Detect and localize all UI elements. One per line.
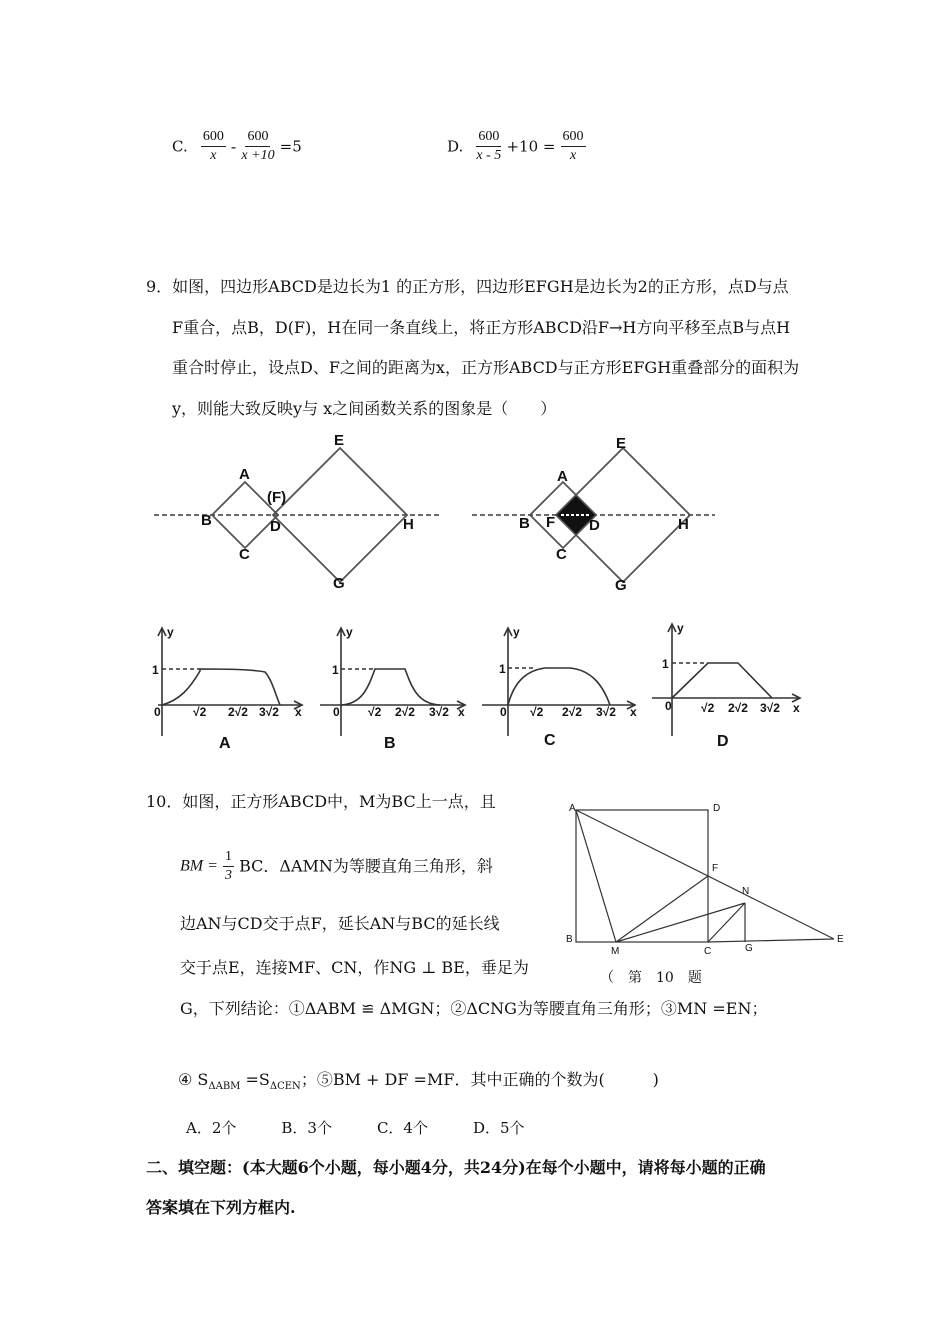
q9-line-4: y，则能大致反映y与 x之间函数关系的图象是（ ）: [172, 399, 557, 418]
q8-option-c: [172, 128, 302, 165]
axis-y: y: [677, 621, 684, 635]
axis-x: x: [793, 701, 800, 715]
q10-line-6: [178, 1068, 659, 1099]
q10-figure: [560, 790, 850, 990]
tick-1: 1: [332, 663, 339, 677]
text: BC．ΔAMN为等腰直角三角形，斜: [239, 856, 493, 876]
label-H: H: [403, 516, 414, 533]
q10-options: A．2个 B．3个 C．4个 D．5个: [186, 1119, 525, 1137]
section2-line-2: 答案填在下列方框内.: [146, 1198, 296, 1217]
tick-sqrt2: √2: [530, 705, 544, 719]
label-E: E: [616, 435, 627, 452]
tick-3sqrt2: 3√2: [596, 705, 616, 719]
tick-2sqrt2: 2√2: [728, 701, 748, 715]
q10-line-1: 10．如图，正方形ABCD中，M为BC上一点，且: [146, 792, 496, 811]
graph-label-D: D: [717, 733, 729, 750]
origin: 0: [500, 705, 507, 719]
tick-3sqrt2: 3√2: [429, 705, 449, 719]
label-B: B: [519, 515, 530, 532]
label-G: G: [615, 577, 627, 594]
tick-sqrt2: √2: [193, 705, 207, 719]
label-B: B: [201, 512, 212, 529]
label-A: A: [569, 803, 576, 814]
label-D: D: [589, 517, 600, 534]
label-B: B: [566, 934, 573, 945]
numerator: 600: [561, 128, 586, 147]
origin: 0: [665, 699, 672, 713]
tick-2sqrt2: 2√2: [562, 705, 582, 719]
tick-2sqrt2: 2√2: [228, 705, 248, 719]
tick-sqrt2: √2: [701, 701, 715, 715]
rhs: =5: [279, 137, 302, 156]
denominator: 3: [225, 868, 232, 883]
fraction: [561, 128, 586, 165]
label-G: G: [333, 575, 345, 592]
tick-3sqrt2: 3√2: [259, 705, 279, 719]
option-label: C.: [172, 137, 188, 156]
graph-label-C: C: [544, 732, 556, 749]
origin: 0: [333, 705, 340, 719]
denominator: x: [569, 148, 577, 163]
q9-line-3: 重合时停止，设点D、F之间的距离为x，正方形ABCD与正方形EFGH重叠部分的面积为: [172, 358, 800, 377]
option-label: D.: [447, 137, 464, 156]
label-M: M: [611, 946, 620, 957]
tick-1: 1: [499, 662, 506, 676]
label-F: (F): [267, 489, 287, 506]
axis-y: y: [513, 625, 520, 639]
numerator: 600: [201, 128, 226, 147]
text: ；⑤BM + DF =MF．其中正确的个数为( ): [300, 1070, 659, 1089]
label-C: C: [556, 546, 567, 563]
axis-y: y: [167, 625, 174, 639]
q10-line-2: [180, 848, 493, 885]
denominator: x - 5: [476, 148, 502, 163]
label-D: D: [270, 518, 281, 535]
q9-line-1: 9．如图，四边形ABCD是边长为1 的正方形，四边形EFGH是边长为2的正方形，点D与点: [146, 277, 789, 296]
denominator: x +10: [241, 148, 275, 163]
label-N: N: [742, 886, 750, 897]
label-A: A: [239, 466, 250, 483]
section2-line-1: 二、填空题：(本大题6个小题，每小题4分，共24分)在每个小题中，请将每小题的正确: [146, 1158, 766, 1177]
figure-caption: （ 第 10 题: [600, 970, 702, 986]
numerator: 600: [476, 128, 501, 147]
q8-option-d: [447, 128, 586, 165]
label-C: C: [704, 946, 712, 957]
label-G: G: [745, 943, 753, 954]
denominator: x: [210, 148, 217, 163]
text: =S: [240, 1070, 270, 1089]
label-H: H: [678, 516, 689, 533]
operator: +10 =: [506, 137, 556, 156]
fraction: [223, 848, 234, 885]
label-C: C: [239, 546, 250, 563]
label-F: F: [546, 514, 556, 531]
graph-label-A: A: [219, 735, 231, 752]
tick-1: 1: [152, 663, 159, 677]
label-E: E: [334, 432, 345, 449]
subscript: ΔCEN: [269, 1081, 301, 1093]
q10-line-3: 边AN与CD交于点F，延长AN与BC的延长线: [180, 914, 500, 933]
tick-sqrt2: √2: [368, 705, 382, 719]
q10-line-5: G，下列结论：①ΔABM ≌ ΔMGN；②ΔCNG为等腰直角三角形；③MN =EN；: [180, 999, 768, 1018]
numerator: 1: [223, 848, 234, 867]
numerator: 600: [245, 128, 270, 147]
label-E: E: [837, 934, 844, 945]
axis-x: x: [295, 705, 302, 719]
text: ④ S: [178, 1070, 209, 1089]
fraction: [201, 128, 226, 165]
q10-line-4: 交于点E，连接MF、CN，作NG ⊥ BE，垂足为: [180, 958, 529, 977]
text: BM =: [180, 857, 218, 875]
axis-x: x: [630, 705, 637, 719]
label-F: F: [712, 863, 719, 874]
q9-figure-squares: [140, 430, 740, 600]
axis-x: x: [458, 705, 465, 719]
q9-graph-options: [140, 618, 820, 753]
label-A: A: [557, 468, 568, 485]
fraction: [241, 128, 274, 165]
operator: -: [230, 137, 237, 156]
fraction: [476, 128, 501, 165]
axis-y: y: [346, 625, 353, 639]
graph-label-B: B: [384, 735, 396, 752]
tick-1: 1: [662, 657, 669, 671]
label-D: D: [713, 803, 721, 814]
tick-2sqrt2: 2√2: [395, 705, 415, 719]
origin: 0: [154, 705, 161, 719]
q9-line-2: F重合，点B，D(F)，H在同一条直线上，将正方形ABCD沿F→H方向平移至点B与点H: [172, 318, 791, 337]
tick-3sqrt2: 3√2: [760, 701, 780, 715]
subscript: ΔABM: [208, 1081, 241, 1093]
